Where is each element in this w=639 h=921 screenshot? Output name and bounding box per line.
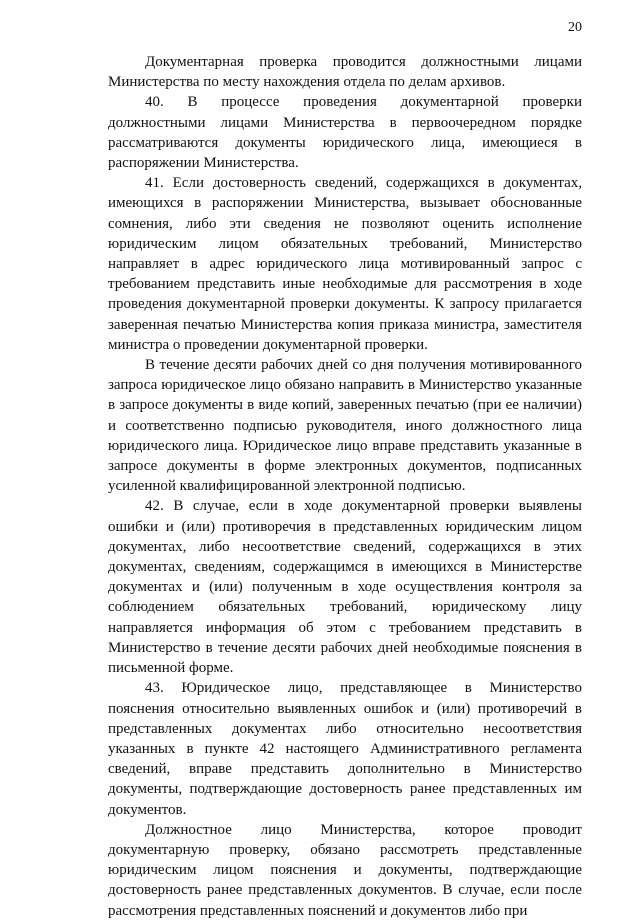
paragraph-40: 40. В процессе проведения документарной проверки должностными лицами Министерства в первоочередном порядке рассматриваются документы юридического лица, имеющиеся в распоряжении Министерства. [108,94,582,172]
paragraph-41-response-period: В течение десяти рабочих дней со дня получения мотивированного запроса юридическое лицо обязано направить в Министерство указанные в запросе документы в виде копий, заверенных печатью (при ее наличии) и соответственно подписью руководителя, иного должностного лица юридического лица. Юридическое лицо вправе представить указанные в запросе документы в форме электронных документов, подписанных усиленной квалифицированной электронной подписью. [108,357,582,495]
document-body [108,52,582,921]
page-number: 20 [568,20,582,35]
paragraph-documentary-check-location: Документарная проверка проводится должностными лицами Министерства по месту нахождения отдела по делам архивов. [108,54,582,91]
paragraph-43-official-review: Должностное лицо Министерства, которое проводит документарную проверку, обязано рассмотреть представленные юридическим лицом пояснения и документы, подтверждающие достоверность ранее представленных документов. В случае, если после рассмотрения представленных пояснений и документов либо при [108,821,582,919]
paragraph-42: 42. В случае, если в ходе документарной проверки выявлены ошибки и (или) противоречия в представленных юридическим лицом документах, либо несоответствие сведений, содержащихся в этих документах, сведениям, содержащимся в имеющихся в Министерстве документах и (или) полученным в ходе осуществления контроля за соблюдением обязательных требований, юридическому лицу направляется информация об этом с требованием представить в Министерство в течение десяти рабочих дней необходимые пояснения в письменной форме. [108,498,582,677]
paragraph-41: 41. Если достоверность сведений, содержащихся в документах, имеющихся в распоряжении Министерства, вызывает обоснованные сомнения, либо эти сведения не позволяют оценить исполнение юридическим лицом обязательных требований, Министерство направляет в адрес юридического лица мотивированный запрос с требованием представить иные необходимые для рассмотрения в ходе проведения документарной проверки документы. К запросу прилагается заверенная печатью Министерства копия приказа министра, заместителя министра о проведении документарной проверки. [108,175,582,353]
paragraph-43: 43. Юридическое лицо, представляющее в Министерство пояснения относительно выявленных ошибок и (или) противоречий в представленных документах либо относительно несоответствия указанных в пункте 42 настоящего Административного регламента сведений, вправе представить дополнительно в Министерство документы, подтверждающие достоверность ранее представленных им документов. [108,680,582,818]
